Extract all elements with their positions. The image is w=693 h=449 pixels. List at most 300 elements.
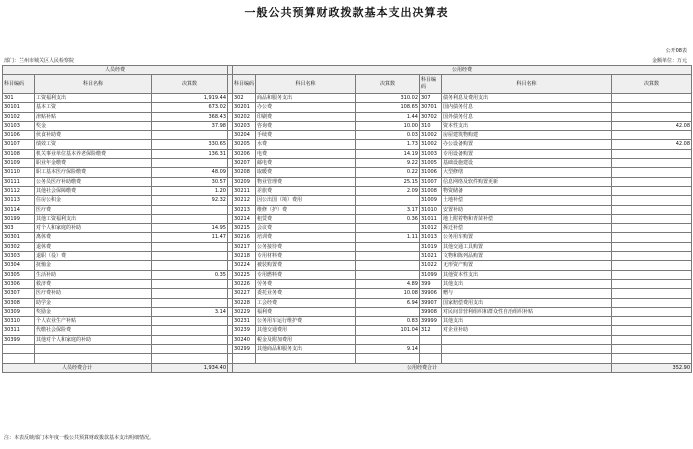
personnel-name-cell — [35, 354, 152, 363]
public-amount-cell — [612, 177, 692, 186]
public-code-cell: 30701 — [420, 103, 442, 112]
public-name-cell: 其他资本性支出 — [442, 270, 612, 279]
public-code-cell: 31007 — [420, 177, 442, 186]
personnel-name-cell: 助学金 — [35, 298, 152, 307]
col-header-name: 科目名称 — [442, 75, 612, 94]
public-amount-cell — [356, 224, 420, 233]
table-row — [3, 270, 692, 279]
table-row — [3, 140, 692, 149]
personnel-code-cell: 30302 — [3, 242, 35, 251]
public-name-cell: 邮电费 — [256, 159, 356, 168]
public-code-cell: 30202 — [233, 112, 256, 121]
table-row — [3, 252, 692, 261]
table-row — [3, 298, 692, 307]
public-name-cell: 劳务费 — [256, 279, 356, 288]
public-amount-cell — [356, 242, 420, 251]
personnel-name-cell: 公务员医疗补助缴费 — [35, 177, 152, 186]
personnel-amount-cell: 14.95 — [152, 224, 228, 233]
public-amount-cell: 14.19 — [356, 149, 420, 158]
public-amount-cell: 42.08 — [612, 121, 692, 130]
personnel-code-cell: 30111 — [3, 177, 35, 186]
public-name-cell: 专用材料费 — [256, 252, 356, 261]
table-row — [3, 326, 692, 335]
public-amount-cell — [612, 289, 692, 298]
public-code-cell: 30229 — [233, 307, 256, 316]
public-name-cell: 办公费 — [256, 103, 356, 112]
personnel-name-cell: 基本工资 — [35, 103, 152, 112]
public-name-cell: 电费 — [256, 149, 356, 158]
table-row — [3, 94, 692, 103]
col-header-code: 科目编码 — [3, 75, 35, 94]
table-row — [3, 289, 692, 298]
public-name-cell: 公务用车运行维护费 — [256, 317, 356, 326]
personnel-amount-cell: 1.20 — [152, 186, 228, 195]
personnel-code-cell: 30301 — [3, 233, 35, 242]
personnel-total-label: 人员经费合计 — [3, 363, 152, 372]
public-code-cell: 31009 — [420, 196, 442, 205]
public-amount-cell — [612, 103, 692, 112]
public-name-cell: 物资储备 — [442, 186, 612, 195]
personnel-code-cell: 30308 — [3, 298, 35, 307]
personnel-name-cell: 奖金 — [35, 121, 152, 130]
public-amount-cell: 42.08 — [612, 140, 692, 149]
public-amount-cell: 310.02 — [356, 94, 420, 103]
public-name-cell: 被装购置费 — [256, 261, 356, 270]
public-name-cell: 会议费 — [256, 224, 356, 233]
personnel-code-cell: 30109 — [3, 159, 35, 168]
public-amount-cell: 1.44 — [356, 112, 420, 121]
public-name-cell: 税金及附加费用 — [256, 335, 356, 344]
personnel-code-cell: 30310 — [3, 317, 35, 326]
personnel-code-cell: 30112 — [3, 186, 35, 195]
col-header-code: 科目编码 — [420, 75, 442, 94]
personnel-code-cell: 30110 — [3, 168, 35, 177]
personnel-name-cell: 伙食补助费 — [35, 131, 152, 140]
personnel-name-cell: 退职（役）费 — [35, 252, 152, 261]
personnel-amount-cell — [152, 242, 228, 251]
public-code-cell: 30201 — [233, 103, 256, 112]
public-code-cell: 30213 — [233, 205, 256, 214]
public-code-cell: 31022 — [420, 261, 442, 270]
personnel-amount-cell: 48.09 — [152, 168, 228, 177]
public-amount-cell: 9.14 — [356, 345, 420, 354]
public-amount-cell — [612, 279, 692, 288]
public-code-cell — [233, 354, 256, 363]
public-name-cell: 手续费 — [256, 131, 356, 140]
public-name-cell: 其他支出 — [442, 279, 612, 288]
expenditure-table — [2, 65, 692, 373]
public-name-cell: 印刷费 — [256, 112, 356, 121]
personnel-amount-cell — [152, 159, 228, 168]
col-header-amount: 决算数 — [612, 75, 692, 94]
public-amount-cell — [356, 261, 420, 270]
public-name-cell: 基础设施建设 — [442, 159, 612, 168]
public-name-cell: 物业管理费 — [256, 177, 356, 186]
public-amount-cell — [612, 252, 692, 261]
table-row — [3, 121, 692, 130]
personnel-name-cell: 奖励金 — [35, 307, 152, 316]
table-row — [3, 214, 692, 223]
public-amount-cell: 101.04 — [356, 326, 420, 335]
table-row — [3, 279, 692, 288]
public-amount-cell: 0.22 — [356, 168, 420, 177]
public-name-cell: 地上附着物和青苗补偿 — [442, 214, 612, 223]
public-amount-cell: 2.09 — [356, 186, 420, 195]
table-row — [3, 317, 692, 326]
public-name-cell: 维修（护）费 — [256, 205, 356, 214]
public-amount-cell — [612, 186, 692, 195]
table-row — [3, 345, 692, 354]
public-name-cell: 其他商品和服务支出 — [256, 345, 356, 354]
public-code-cell: 30211 — [233, 186, 256, 195]
public-name-cell: 大型修缮 — [442, 168, 612, 177]
personnel-code-cell: 30114 — [3, 205, 35, 214]
personnel-code-cell — [3, 345, 35, 354]
personnel-amount-cell — [152, 214, 228, 223]
personnel-amount-cell: 11.47 — [152, 233, 228, 242]
personnel-amount-cell — [152, 354, 228, 363]
public-amount-cell — [612, 298, 692, 307]
personnel-amount-cell — [152, 252, 228, 261]
public-amount-cell — [612, 149, 692, 158]
col-header-amount: 决算数 — [152, 75, 228, 94]
public-code-cell: 30228 — [233, 298, 256, 307]
public-code-cell: 39999 — [420, 317, 442, 326]
public-code-cell: 30209 — [233, 177, 256, 186]
public-code-cell — [420, 345, 442, 354]
personnel-code-cell: 30108 — [3, 149, 35, 158]
public-name-cell: 其他交通工具购置 — [442, 242, 612, 251]
public-name-cell: 培训费 — [256, 233, 356, 242]
public-name-cell: 租赁费 — [256, 214, 356, 223]
public-name-cell: 其他支出 — [442, 317, 612, 326]
public-code-cell: 30239 — [233, 326, 256, 335]
public-amount-cell — [612, 131, 692, 140]
public-code-cell: 30225 — [233, 270, 256, 279]
personnel-code-cell: 30305 — [3, 270, 35, 279]
public-code-cell: 31019 — [420, 242, 442, 251]
public-code-cell: 30212 — [233, 196, 256, 205]
personnel-amount-cell: 3.14 — [152, 307, 228, 316]
personnel-name-cell: 救济费 — [35, 279, 152, 288]
public-amount-cell — [612, 317, 692, 326]
public-name-cell: 国内债务付息 — [442, 103, 612, 112]
personnel-name-cell: 绩效工资 — [35, 140, 152, 149]
public-amount-cell — [612, 326, 692, 335]
personnel-name-cell: 职业年金缴费 — [35, 159, 152, 168]
personnel-name-cell: 津贴补贴 — [35, 112, 152, 121]
personnel-name-cell: 生活补助 — [35, 270, 152, 279]
public-amount-cell: 108.65 — [356, 103, 420, 112]
public-code-cell — [420, 354, 442, 363]
public-code-cell: 30216 — [233, 233, 256, 242]
public-amount-cell: 0.83 — [356, 317, 420, 326]
public-code-cell: 30205 — [233, 140, 256, 149]
personnel-section-header: 人员经费 — [3, 66, 228, 75]
personnel-name-cell: 其他社会保障缴费 — [35, 186, 152, 195]
public-amount-cell — [612, 196, 692, 205]
report-title: 一般公共预算财政拨款基本支出决算表 — [244, 6, 449, 19]
personnel-name-cell: 代缴社会保险费 — [35, 326, 152, 335]
public-amount-cell — [356, 335, 420, 344]
personnel-name-cell: 工资福利支出 — [35, 94, 152, 103]
personnel-name-cell: 退休费 — [35, 242, 152, 251]
personnel-code-cell: 30103 — [3, 121, 35, 130]
public-code-cell: 31005 — [420, 159, 442, 168]
public-amount-cell — [612, 335, 692, 344]
personnel-code-cell: 30113 — [3, 196, 35, 205]
personnel-name-cell: 对个人和家庭的补助 — [35, 224, 152, 233]
public-amount-cell — [612, 168, 692, 177]
personnel-code-cell: 30304 — [3, 261, 35, 270]
personnel-amount-cell — [152, 345, 228, 354]
public-name-cell: 商品和服务支出 — [256, 94, 356, 103]
public-code-cell — [420, 335, 442, 344]
public-name-cell: 专用设备购置 — [442, 149, 612, 158]
public-amount-cell: 1.11 — [356, 233, 420, 242]
personnel-name-cell: 职工基本医疗保险缴费 — [35, 168, 152, 177]
public-code-cell: 30226 — [233, 279, 256, 288]
table-row — [3, 335, 692, 344]
personnel-name-cell: 机关事业单位基本养老保险缴费 — [35, 149, 152, 158]
public-name-cell: 安置补助 — [442, 205, 612, 214]
public-code-cell: 31008 — [420, 186, 442, 195]
table-row — [3, 354, 692, 363]
public-section-header: 公用经费 — [233, 66, 692, 75]
personnel-amount-cell: 673.02 — [152, 103, 228, 112]
personnel-name-cell: 医疗费 — [35, 205, 152, 214]
public-name-cell: 办公设备购置 — [442, 140, 612, 149]
public-code-cell: 30227 — [233, 289, 256, 298]
public-amount-cell: 10.00 — [356, 121, 420, 130]
public-name-cell: 因公出国（境）费用 — [256, 196, 356, 205]
public-total-label: 公用经费合计 — [233, 363, 612, 372]
col-header-name: 科目名称 — [35, 75, 152, 94]
table-row — [3, 103, 692, 112]
personnel-amount-cell: 368.43 — [152, 112, 228, 121]
public-code-cell: 30702 — [420, 112, 442, 121]
public-total-value: 352.90 — [612, 363, 692, 372]
public-amount-cell — [612, 261, 692, 270]
public-code-cell: 31021 — [420, 252, 442, 261]
footnote: 注：本表反映部门本年度一般公共预算财政拨款基本支出明细情况。 — [4, 435, 155, 441]
personnel-amount-cell — [152, 279, 228, 288]
personnel-amount-cell: 136.31 — [152, 149, 228, 158]
public-name-cell: 差旅费 — [256, 186, 356, 195]
public-code-cell: 30240 — [233, 335, 256, 344]
personnel-code-cell: 30101 — [3, 103, 35, 112]
public-name-cell — [256, 354, 356, 363]
col-header-name: 科目名称 — [256, 75, 356, 94]
public-name-cell: 咨询费 — [256, 121, 356, 130]
public-amount-cell: 0.36 — [356, 214, 420, 223]
public-amount-cell — [612, 307, 692, 316]
public-name-cell — [442, 354, 612, 363]
personnel-code-cell: 301 — [3, 94, 35, 103]
public-amount-cell — [612, 112, 692, 121]
personnel-name-cell: 离休费 — [35, 233, 152, 242]
personnel-code-cell: 30309 — [3, 307, 35, 316]
public-amount-cell: 9.22 — [356, 159, 420, 168]
public-amount-cell — [356, 196, 420, 205]
public-code-cell: 31006 — [420, 168, 442, 177]
public-name-cell: 对企业补助 — [442, 326, 612, 335]
public-amount-cell — [356, 270, 420, 279]
table-row — [3, 168, 692, 177]
public-name-cell: 信息网络及软件购置更新 — [442, 177, 612, 186]
table-row — [3, 224, 692, 233]
personnel-code-cell: 30107 — [3, 140, 35, 149]
personnel-amount-cell — [152, 335, 228, 344]
personnel-code-cell: 30311 — [3, 326, 35, 335]
public-amount-cell: 6.94 — [356, 298, 420, 307]
public-amount-cell — [612, 159, 692, 168]
personnel-amount-cell: 92.32 — [152, 196, 228, 205]
public-amount-cell — [612, 214, 692, 223]
table-row — [3, 131, 692, 140]
public-code-cell: 302 — [233, 94, 256, 103]
public-code-cell: 39908 — [420, 307, 442, 316]
public-amount-cell — [612, 242, 692, 251]
public-name-cell: 取暖费 — [256, 168, 356, 177]
personnel-code-cell — [3, 354, 35, 363]
personnel-amount-cell — [152, 317, 228, 326]
table-row — [3, 149, 692, 158]
public-amount-cell — [356, 252, 420, 261]
public-name-cell: 国外债务付息 — [442, 112, 612, 121]
public-name-cell: 房屋建筑物购建 — [442, 131, 612, 140]
personnel-code-cell: 30306 — [3, 279, 35, 288]
personnel-amount-cell — [152, 205, 228, 214]
personnel-name-cell: 其他工资福利支出 — [35, 214, 152, 223]
personnel-code-cell: 30307 — [3, 289, 35, 298]
personnel-amount-cell: 1,919.44 — [152, 94, 228, 103]
personnel-amount-cell — [152, 261, 228, 270]
public-amount-cell — [612, 224, 692, 233]
public-name-cell: 公务用车购置 — [442, 233, 612, 242]
public-code-cell: 31011 — [420, 214, 442, 223]
table-row — [3, 261, 692, 270]
public-code-cell: 39907 — [420, 298, 442, 307]
public-amount-cell: 4.89 — [356, 279, 420, 288]
table-row — [3, 196, 692, 205]
public-code-cell: 30224 — [233, 261, 256, 270]
table-row — [3, 205, 692, 214]
personnel-amount-cell: 37.98 — [152, 121, 228, 130]
public-code-cell: 31013 — [420, 233, 442, 242]
personnel-amount-cell — [152, 131, 228, 140]
personnel-amount-cell: 330.65 — [152, 140, 228, 149]
public-code-cell: 30215 — [233, 224, 256, 233]
personnel-code-cell: 30106 — [3, 131, 35, 140]
personnel-code-cell: 30303 — [3, 252, 35, 261]
col-header-code: 科目编码 — [233, 75, 256, 94]
personnel-total-value: 1,934.40 — [152, 363, 228, 372]
public-name-cell — [442, 335, 612, 344]
personnel-name-cell — [35, 345, 152, 354]
public-code-cell: 30214 — [233, 214, 256, 223]
public-code-cell: 39906 — [420, 289, 442, 298]
public-code-cell: 30203 — [233, 121, 256, 130]
col-header-amount: 决算数 — [356, 75, 420, 94]
public-name-cell: 对民间非营利组织和群众性自治组织补贴 — [442, 307, 612, 316]
public-name-cell: 国家赔偿费用支出 — [442, 298, 612, 307]
table-row — [3, 112, 692, 121]
personnel-code-cell: 30199 — [3, 214, 35, 223]
public-code-cell: 31002 — [420, 131, 442, 140]
public-name-cell: 福利费 — [256, 307, 356, 316]
personnel-name-cell: 其他对个人和家庭的补助 — [35, 335, 152, 344]
personnel-name-cell: 住房公积金 — [35, 196, 152, 205]
personnel-name-cell: 抚恤金 — [35, 261, 152, 270]
public-code-cell: 30207 — [233, 159, 256, 168]
public-amount-cell — [356, 354, 420, 363]
personnel-code-cell: 30102 — [3, 112, 35, 121]
public-amount-cell: 3.17 — [356, 205, 420, 214]
table-row — [3, 186, 692, 195]
table-row — [3, 307, 692, 316]
department-label: 部门：兰州市城关区人民检察院 — [4, 58, 75, 64]
table-row — [3, 177, 692, 186]
public-code-cell: 31002 — [420, 140, 442, 149]
table-row — [3, 159, 692, 168]
public-code-cell: 312 — [420, 326, 442, 335]
public-code-cell: 31012 — [420, 224, 442, 233]
public-code-cell: 310 — [420, 121, 442, 130]
public-code-cell: 399 — [420, 279, 442, 288]
public-code-cell: 30218 — [233, 252, 256, 261]
public-code-cell: 31003 — [420, 149, 442, 158]
public-code-cell: 31010 — [420, 205, 442, 214]
public-amount-cell — [612, 354, 692, 363]
public-code-cell: 30299 — [233, 345, 256, 354]
table-body — [3, 94, 692, 364]
public-code-cell: 30206 — [233, 149, 256, 158]
public-amount-cell — [612, 205, 692, 214]
public-amount-cell — [612, 233, 692, 242]
public-amount-cell — [356, 307, 420, 316]
public-amount-cell: 25.15 — [356, 177, 420, 186]
personnel-name-cell: 医疗费补助 — [35, 289, 152, 298]
public-amount-cell: 1.73 — [356, 140, 420, 149]
public-amount-cell — [612, 94, 692, 103]
personnel-code-cell: 303 — [3, 224, 35, 233]
table-code: 公开08表 — [665, 48, 687, 54]
public-code-cell: 30231 — [233, 317, 256, 326]
table-row — [3, 233, 692, 242]
public-name-cell: 无形资产购置 — [442, 261, 612, 270]
personnel-code-cell: 30399 — [3, 335, 35, 344]
personnel-amount-cell: 30.57 — [152, 177, 228, 186]
personnel-amount-cell — [152, 289, 228, 298]
public-name-cell: 委托业务费 — [256, 289, 356, 298]
public-code-cell: 307 — [420, 94, 442, 103]
public-code-cell: 31099 — [420, 270, 442, 279]
personnel-amount-cell — [152, 326, 228, 335]
public-name-cell: 土地补偿 — [442, 196, 612, 205]
public-name-cell: 其他交通费用 — [256, 326, 356, 335]
public-name-cell: 工会经费 — [256, 298, 356, 307]
personnel-amount-cell — [152, 298, 228, 307]
public-name-cell: 文物和陈列品购置 — [442, 252, 612, 261]
public-name-cell — [442, 345, 612, 354]
unit-label: 金额单位：万元 — [651, 58, 687, 64]
public-amount-cell: 0.03 — [356, 131, 420, 140]
personnel-name-cell: 个人农业生产补贴 — [35, 317, 152, 326]
public-code-cell: 30217 — [233, 242, 256, 251]
public-name-cell: 水费 — [256, 140, 356, 149]
public-amount-cell — [612, 270, 692, 279]
